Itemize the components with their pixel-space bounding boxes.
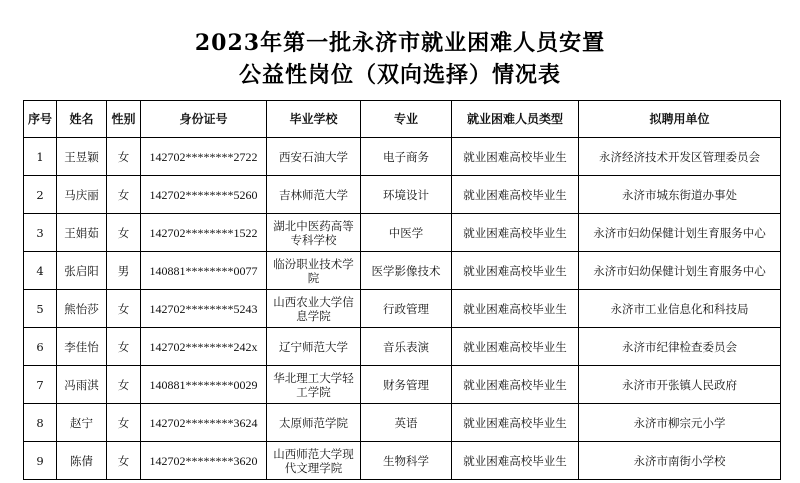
cell-type: 就业困难高校毕业生 (452, 366, 579, 404)
cell-type: 就业困难高校毕业生 (452, 138, 579, 176)
cell-id-number: 142702********242x (141, 328, 267, 366)
cell-name: 张启阳 (57, 252, 107, 290)
cell-name: 陈倩 (57, 442, 107, 480)
cell-type: 就业困难高校毕业生 (452, 252, 579, 290)
cell-major: 音乐表演 (361, 328, 452, 366)
cell-name: 冯雨淇 (57, 366, 107, 404)
cell-id-number: 142702********5260 (141, 176, 267, 214)
cell-gender: 女 (107, 290, 141, 328)
cell-school: 太原师范学院 (267, 404, 361, 442)
table-row (24, 138, 781, 176)
table-row (24, 252, 781, 290)
cell-name: 马庆丽 (57, 176, 107, 214)
document-title-line1: 2023年第一批永济市就业困难人员安置 (194, 30, 606, 56)
cell-name: 王昱颖 (57, 138, 107, 176)
cell-school: 山西农业大学信息学院 (267, 290, 361, 328)
cell-id-number: 140881********0077 (141, 252, 267, 290)
cell-employer: 永济市纪律检查委员会 (579, 328, 781, 366)
cell-gender: 女 (107, 138, 141, 176)
cell-school: 山西师范大学现代文理学院 (267, 442, 361, 480)
cell-major: 中医学 (361, 214, 452, 252)
cell-employer: 永济市南街小学校 (579, 442, 781, 480)
cell-id-number: 142702********3624 (141, 404, 267, 442)
cell-seq: 9 (24, 442, 57, 480)
header-school: 毕业学校 (267, 101, 361, 138)
table-row (24, 290, 781, 328)
table-header-row (24, 101, 781, 138)
cell-type: 就业困难高校毕业生 (452, 442, 579, 480)
cell-employer: 永济市开张镇人民政府 (579, 366, 781, 404)
cell-name: 李佳怡 (57, 328, 107, 366)
cell-id-number: 142702********2722 (141, 138, 267, 176)
cell-type: 就业困难高校毕业生 (452, 328, 579, 366)
cell-major: 环境设计 (361, 176, 452, 214)
cell-seq: 1 (24, 138, 57, 176)
cell-major: 医学影像技术 (361, 252, 452, 290)
table-row (24, 404, 781, 442)
header-employer: 拟聘用单位 (579, 101, 781, 138)
cell-employer: 永济市柳宗元小学 (579, 404, 781, 442)
cell-employer: 永济市城东街道办事处 (579, 176, 781, 214)
cell-employer: 永济市工业信息化和科技局 (579, 290, 781, 328)
cell-employer: 永济市妇幼保健计划生育服务中心 (579, 214, 781, 252)
cell-seq: 6 (24, 328, 57, 366)
cell-major: 电子商务 (361, 138, 452, 176)
cell-name: 赵宁 (57, 404, 107, 442)
cell-gender: 男 (107, 252, 141, 290)
table-row (24, 214, 781, 252)
cell-seq: 5 (24, 290, 57, 328)
cell-seq: 4 (24, 252, 57, 290)
header-gender: 性别 (107, 101, 141, 138)
cell-id-number: 140881********0029 (141, 366, 267, 404)
cell-gender: 女 (107, 442, 141, 480)
cell-major: 生物科学 (361, 442, 452, 480)
cell-seq: 2 (24, 176, 57, 214)
cell-school: 辽宁师范大学 (267, 328, 361, 366)
cell-gender: 女 (107, 366, 141, 404)
cell-id-number: 142702********1522 (141, 214, 267, 252)
cell-id-number: 142702********5243 (141, 290, 267, 328)
cell-gender: 女 (107, 328, 141, 366)
header-id-number: 身份证号 (141, 101, 267, 138)
header-type: 就业困难人员类型 (452, 101, 579, 138)
cell-seq: 3 (24, 214, 57, 252)
table-row (24, 442, 781, 480)
header-major: 专业 (361, 101, 452, 138)
cell-name: 王娟茹 (57, 214, 107, 252)
cell-type: 就业困难高校毕业生 (452, 290, 579, 328)
cell-type: 就业困难高校毕业生 (452, 404, 579, 442)
cell-major: 行政管理 (361, 290, 452, 328)
cell-school: 西安石油大学 (267, 138, 361, 176)
cell-school: 吉林师范大学 (267, 176, 361, 214)
cell-gender: 女 (107, 404, 141, 442)
cell-seq: 7 (24, 366, 57, 404)
cell-type: 就业困难高校毕业生 (452, 176, 579, 214)
table-row (24, 366, 781, 404)
header-name: 姓名 (57, 101, 107, 138)
cell-school: 临汾职业技术学院 (267, 252, 361, 290)
header-seq: 序号 (24, 101, 57, 138)
cell-gender: 女 (107, 214, 141, 252)
cell-name: 熊怡莎 (57, 290, 107, 328)
cell-id-number: 142702********3620 (141, 442, 267, 480)
cell-school: 华北理工大学轻工学院 (267, 366, 361, 404)
cell-gender: 女 (107, 176, 141, 214)
cell-type: 就业困难高校毕业生 (452, 214, 579, 252)
cell-employer: 永济市妇幼保健计划生育服务中心 (579, 252, 781, 290)
placement-table (23, 100, 781, 480)
cell-employer: 永济经济技术开发区管理委员会 (579, 138, 781, 176)
cell-major: 英语 (361, 404, 452, 442)
cell-major: 财务管理 (361, 366, 452, 404)
table-row (24, 328, 781, 366)
document-title-line2: 公益性岗位（双向选择）情况表 (238, 62, 561, 88)
table-row (24, 176, 781, 214)
cell-seq: 8 (24, 404, 57, 442)
cell-school: 湖北中医药高等专科学校 (267, 214, 361, 252)
